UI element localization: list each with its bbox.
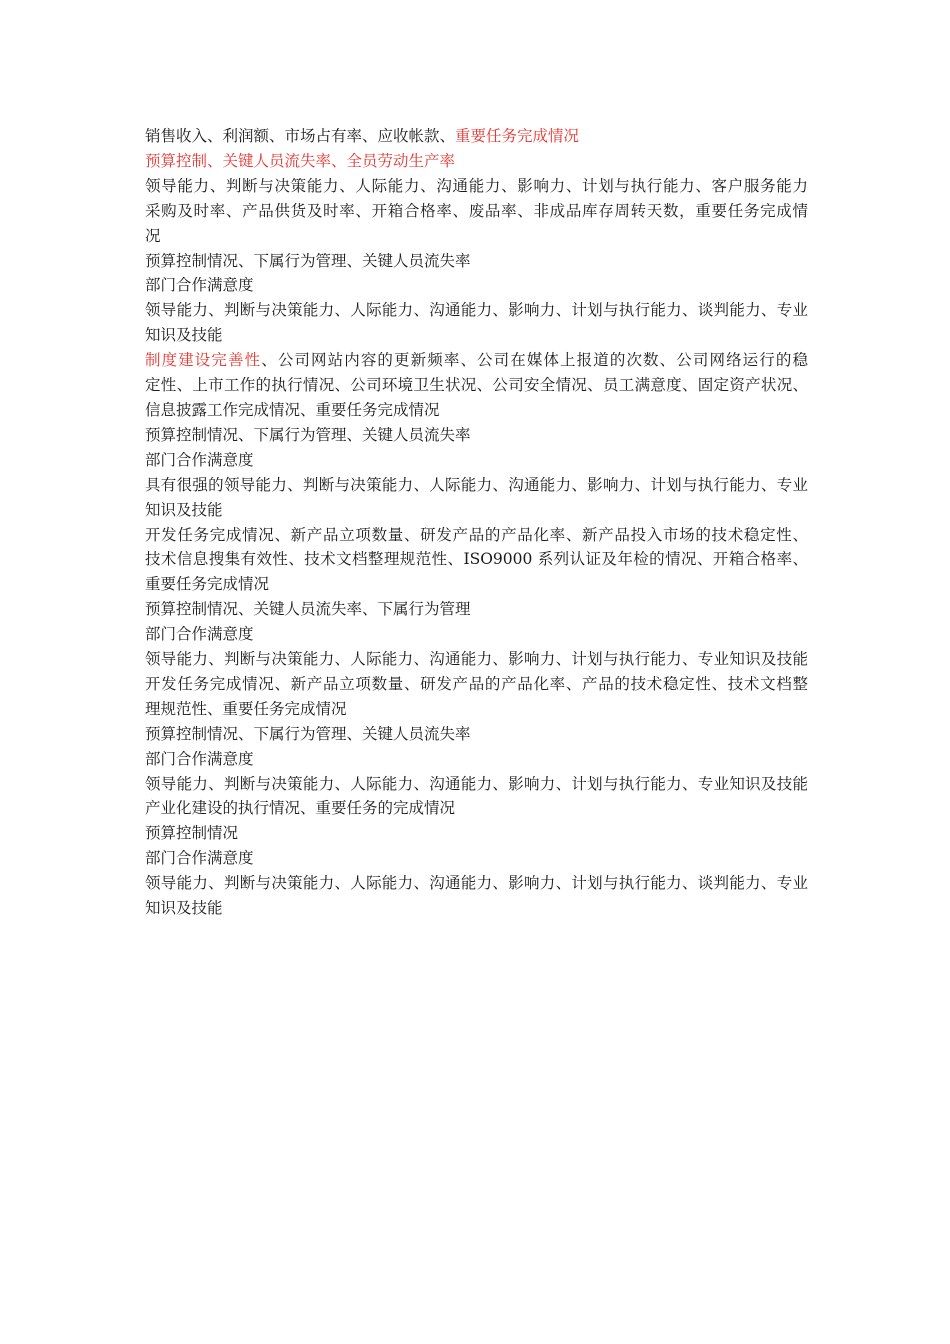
text-line: [145, 697, 808, 722]
body-text: 开发任务完成情况、新产品立项数量、研发产品的产品化率、产品的技术稳定性、技术文档整: [145, 674, 808, 693]
text-line: [145, 348, 808, 373]
body-text: 知识及技能: [145, 500, 223, 519]
body-text: 开发任务完成情况、新产品立项数量、研发产品的产品化率、新产品投入市场的技术稳定性、: [145, 525, 808, 544]
body-text: 领导能力、判断与决策能力、人际能力、沟通能力、影响力、计划与执行能力、谈判能力、专业: [145, 874, 808, 893]
text-line: [145, 796, 808, 821]
highlighted-text: 制度建设完善性: [145, 351, 262, 370]
text-line: [145, 298, 808, 323]
body-text: 产业化建设的执行情况、重要任务的完成情况: [145, 799, 456, 818]
text-line: [145, 224, 808, 249]
body-text: 领导能力、判断与决策能力、人际能力、沟通能力、影响力、计划与执行能力、谈判能力、专业: [145, 301, 808, 320]
body-text: 采购及时率、产品供货及时率、开箱合格率、废品率、非成品库存周转天数，重要任务完成情: [145, 201, 808, 220]
text-line: [145, 597, 808, 622]
text-line: [145, 423, 808, 448]
body-text: 具有很强的领导能力、判断与决策能力、人际能力、沟通能力、影响力、计划与执行能力、专业: [145, 475, 808, 494]
text-line: [145, 647, 808, 672]
body-text: 销售收入、利润额、市场占有率、应收帐款、: [145, 127, 456, 145]
body-text: 信息披露工作完成情况、重要任务完成情况: [145, 400, 440, 419]
body-text: 预算控制情况、下属行为管理、关键人员流失率: [145, 724, 471, 743]
text-line: [145, 149, 808, 174]
body-text: 、公司网站内容的更新频率、公司在媒体上报道的次数、公司网络运行的稳: [261, 351, 808, 370]
body-text: 领导能力、判断与决策能力、人际能力、沟通能力、影响力、计划与执行能力、专业知识及技能: [145, 650, 808, 669]
body-text: 部门合作满意度: [145, 625, 254, 644]
text-line: [145, 547, 808, 572]
text-line: [145, 249, 808, 274]
body-text: 理规范性、重要任务完成情况: [145, 699, 347, 718]
text-line: [145, 722, 808, 747]
body-text: 定性、上市工作的执行情况、公司环境卫生状况、公司安全情况、员工满意度、固定资产状况、: [145, 376, 808, 395]
body-text: 知识及技能: [145, 899, 223, 918]
text-line: [145, 622, 808, 647]
body-text: 部门合作满意度: [145, 450, 254, 469]
text-line: [145, 174, 808, 199]
text-line: [145, 846, 808, 871]
body-text: 部门合作满意度: [145, 276, 254, 295]
text-line: [145, 124, 808, 149]
text-line: [145, 896, 808, 921]
text-line: [145, 323, 808, 348]
body-text: 预算控制情况、下属行为管理、关键人员流失率: [145, 251, 471, 270]
body-text: 况: [145, 226, 161, 245]
body-text: 领导能力、判断与决策能力、人际能力、沟通能力、影响力、计划与执行能力、专业知识及技能: [145, 774, 808, 793]
text-line: [145, 672, 808, 697]
text-line: [145, 871, 808, 896]
text-line: [145, 473, 808, 498]
text-line: [145, 772, 808, 797]
body-text: 预算控制情况、关键人员流失率、下属行为管理: [145, 600, 471, 619]
body-text: 预算控制情况: [145, 824, 239, 843]
text-line: [145, 199, 808, 224]
body-text: 预算控制情况、下属行为管理、关键人员流失率: [145, 425, 471, 444]
body-text: 领导能力、判断与决策能力、人际能力、沟通能力、影响力、计划与执行能力、客户服务能力: [145, 176, 808, 195]
text-line: [145, 821, 808, 846]
highlighted-text: 重要任务完成情况: [455, 127, 580, 145]
text-line: [145, 747, 808, 772]
text-line: [145, 373, 808, 398]
text-line: [145, 523, 808, 548]
text-line: [145, 398, 808, 423]
body-text: 知识及技能: [145, 326, 223, 345]
text-line: [145, 273, 808, 298]
body-text: 技术信息搜集有效性、技术文档整理规范性、ISO9000 系列认证及年检的情况、开箱合格率、: [145, 550, 808, 569]
highlighted-text: 预算控制、关键人员流失率、全员劳动生产率: [145, 151, 456, 170]
body-text: 部门合作满意度: [145, 849, 254, 868]
document-body: [145, 124, 808, 921]
text-line: [145, 498, 808, 523]
body-text: 部门合作满意度: [145, 749, 254, 768]
text-line: [145, 448, 808, 473]
body-text: 重要任务完成情况: [145, 575, 270, 594]
text-line: [145, 572, 808, 597]
